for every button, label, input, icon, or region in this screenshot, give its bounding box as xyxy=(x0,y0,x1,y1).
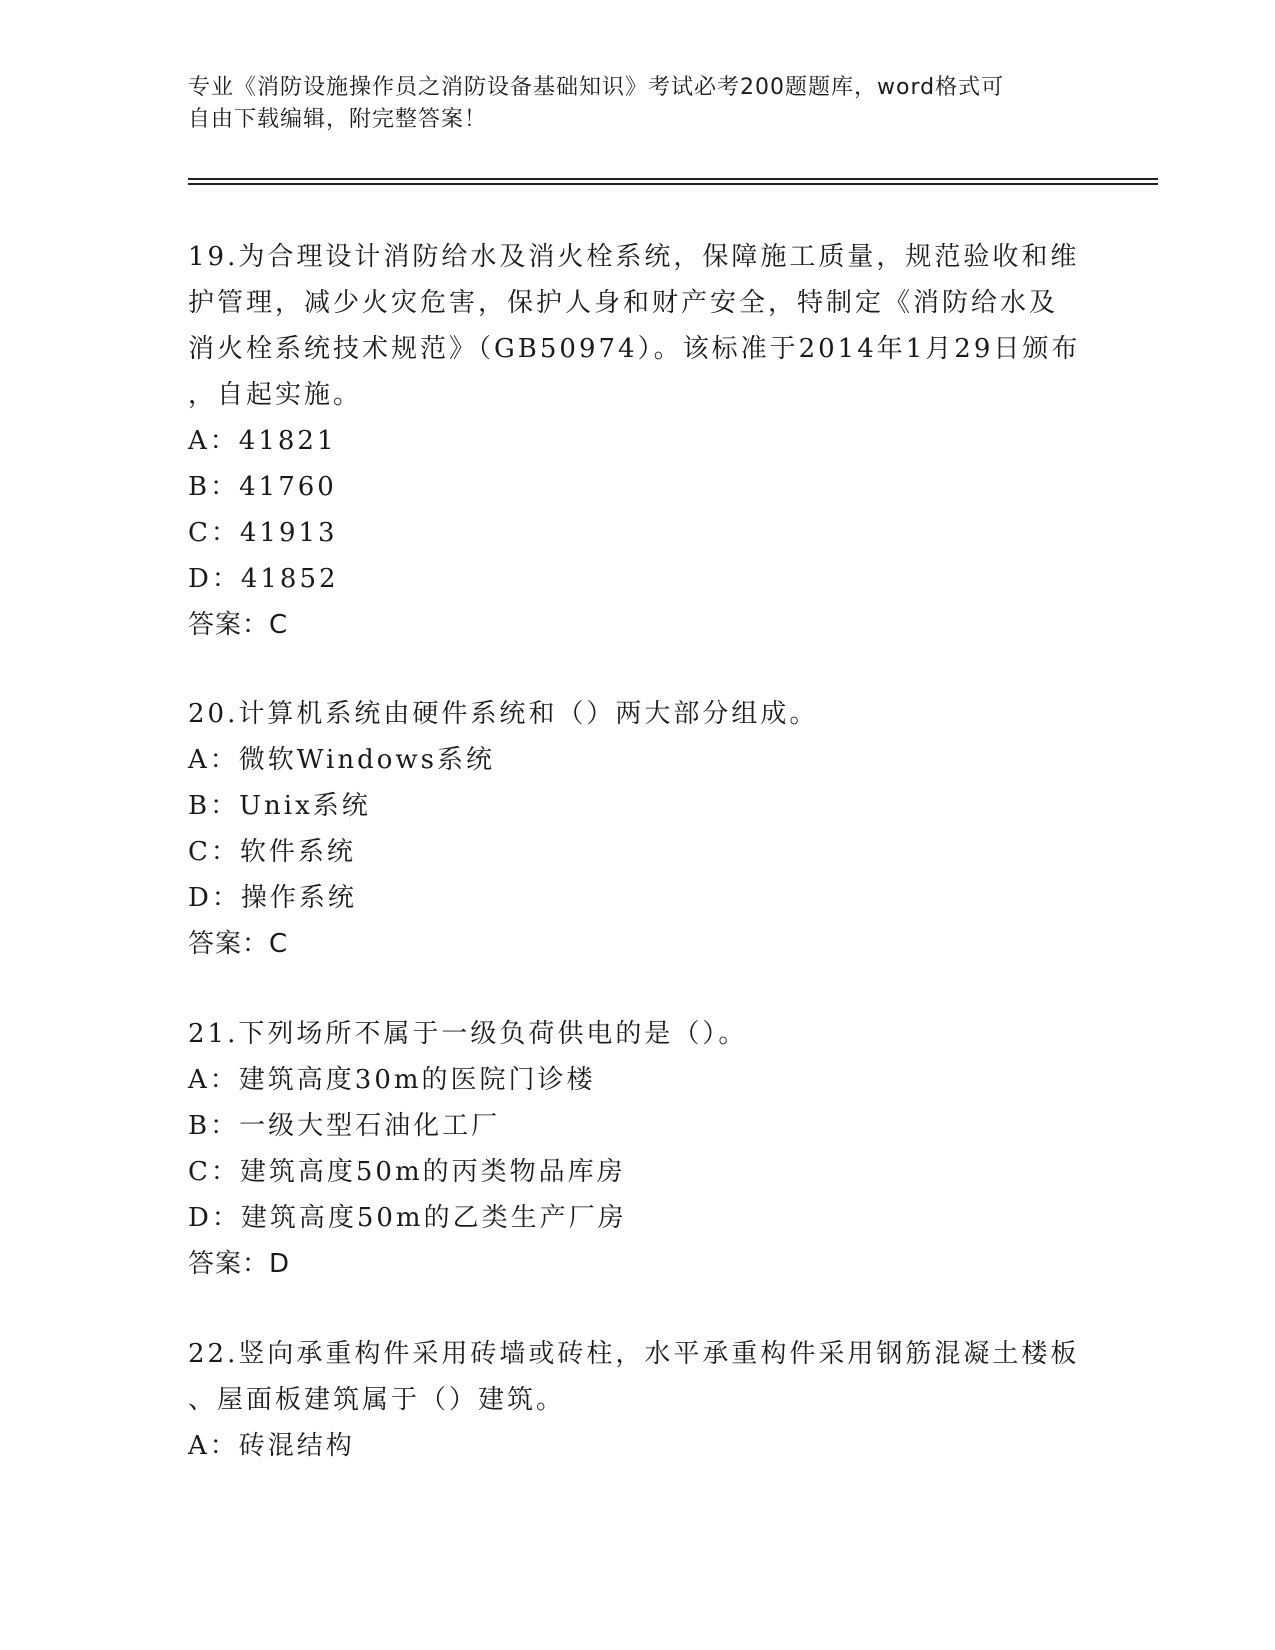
question-stem xyxy=(188,691,1088,737)
option-b: B：41760 xyxy=(188,472,337,502)
question-stem-line: ，自起实施。 xyxy=(188,380,363,410)
answer-line: 答案：C xyxy=(188,610,289,640)
question-stem-line: 22.竖向承重构件采用砖墙或砖柱，水平承重构件采用钢筋混凝土楼板 xyxy=(188,1339,1080,1369)
document-header xyxy=(188,72,1088,136)
option-b: B：一级大型石油化工厂 xyxy=(188,1111,501,1141)
option-c: C：建筑高度50m的丙类物品库房 xyxy=(188,1157,626,1187)
answer-line: 答案：D xyxy=(188,1249,291,1279)
question-stem-line: 19.为合理设计消防给水及消火栓系统，保障施工质量，规范验收和维 xyxy=(188,242,1080,272)
question-stem xyxy=(188,1331,1088,1423)
question-stem-line: 、屋面板建筑属于（）建筑。 xyxy=(188,1385,566,1415)
option-a: A：建筑高度30m的医院门诊楼 xyxy=(188,1065,596,1095)
question-stem xyxy=(188,1011,1088,1057)
option-a: A：砖混结构 xyxy=(188,1431,355,1461)
option-a: A：41821 xyxy=(188,426,337,456)
question-stem-line: 护管理，减少火灾危害，保护人身和财产安全，特制定《消防给水及 xyxy=(188,288,1059,318)
option-a: A：微软Windows系统 xyxy=(188,745,495,775)
option-d: D：41852 xyxy=(188,564,339,594)
option-b: B：Unix系统 xyxy=(188,791,371,821)
question-stem-line: 20.计算机系统由硬件系统和（）两大部分组成。 xyxy=(188,699,819,729)
question-21 xyxy=(188,1011,1088,1287)
answer-line: 答案：C xyxy=(188,929,289,959)
header-divider-bottom xyxy=(188,183,1158,185)
question-20 xyxy=(188,691,1088,967)
question-stem-line: 消火栓系统技术规范》（GB50974）。该标准于2014年1月29日颁布 xyxy=(188,334,1081,364)
question-22 xyxy=(188,1331,1088,1469)
question-stem-line: 21.下列场所不属于一级负荷供电的是（）。 xyxy=(188,1019,748,1049)
question-stem xyxy=(188,234,1088,418)
option-d: D：建筑高度50m的乙类生产厂房 xyxy=(188,1203,627,1233)
option-d: D：操作系统 xyxy=(188,883,357,913)
header-line-1: 专业《消防设施操作员之消防设备基础知识》考试必考200题题库，word格式可 xyxy=(188,75,1005,100)
option-c: C：41913 xyxy=(188,518,338,548)
question-19 xyxy=(188,234,1088,648)
header-divider-top xyxy=(188,178,1158,180)
header-line-2: 自由下载编辑，附完整答案！ xyxy=(188,107,488,132)
option-c: C：软件系统 xyxy=(188,837,356,867)
